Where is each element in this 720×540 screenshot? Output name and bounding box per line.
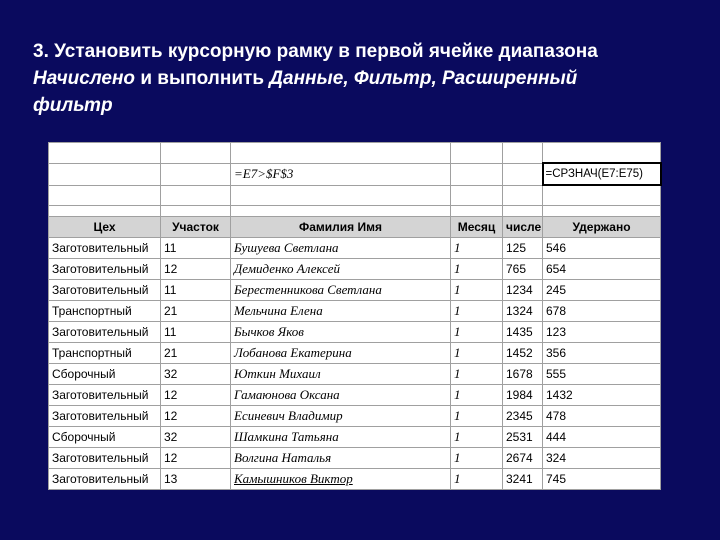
table-row xyxy=(49,322,661,343)
month-cell[interactable]: 1 xyxy=(451,448,503,469)
name-cell[interactable]: Бушуева Светлана xyxy=(231,238,451,259)
month-cell[interactable]: 1 xyxy=(451,406,503,427)
table-row xyxy=(49,238,661,259)
workshop-cell[interactable]: Сборочный xyxy=(49,427,161,448)
workshop-cell[interactable]: Заготовительный xyxy=(49,385,161,406)
name-cell[interactable]: Мельчина Елена xyxy=(231,301,451,322)
workshop-cell[interactable]: Заготовительный xyxy=(49,238,161,259)
month-cell[interactable]: 1 xyxy=(451,364,503,385)
accrued-cell[interactable]: 2674 xyxy=(503,448,543,469)
withheld-cell[interactable]: 245 xyxy=(543,280,661,301)
table-row xyxy=(49,427,661,448)
section-cell[interactable]: 12 xyxy=(161,259,231,280)
average-formula-cell[interactable]: =СРЗНАЧ(E7:E75) xyxy=(543,163,661,185)
section-cell[interactable]: 12 xyxy=(161,385,231,406)
month-cell[interactable]: 1 xyxy=(451,280,503,301)
accrued-cell[interactable]: 1324 xyxy=(503,301,543,322)
withheld-cell[interactable]: 654 xyxy=(543,259,661,280)
month-cell[interactable]: 1 xyxy=(451,322,503,343)
workshop-cell[interactable]: Заготовительный xyxy=(49,280,161,301)
name-cell[interactable]: Волгина Наталья xyxy=(231,448,451,469)
month-cell[interactable]: 1 xyxy=(451,469,503,490)
name-cell[interactable]: Гамаюнова Оксана xyxy=(231,385,451,406)
withheld-cell[interactable]: 123 xyxy=(543,322,661,343)
section-cell[interactable]: 21 xyxy=(161,343,231,364)
workshop-cell[interactable]: Сборочный xyxy=(49,364,161,385)
workshop-cell[interactable]: Заготовительный xyxy=(49,469,161,490)
accrued-cell[interactable]: 765 xyxy=(503,259,543,280)
table-row xyxy=(49,448,661,469)
table-row xyxy=(49,280,661,301)
section-cell[interactable]: 11 xyxy=(161,280,231,301)
header-accrued[interactable]: числе xyxy=(503,217,543,238)
month-cell[interactable]: 1 xyxy=(451,343,503,364)
month-cell[interactable]: 1 xyxy=(451,259,503,280)
withheld-cell[interactable]: 745 xyxy=(543,469,661,490)
withheld-cell[interactable]: 546 xyxy=(543,238,661,259)
withheld-cell[interactable]: 356 xyxy=(543,343,661,364)
empty-row xyxy=(49,206,661,217)
month-cell[interactable]: 1 xyxy=(451,385,503,406)
workshop-cell[interactable]: Транспортный xyxy=(49,301,161,322)
title-menu-path: Данные, Фильтр, Расширенный xyxy=(269,68,578,89)
section-cell[interactable]: 32 xyxy=(161,427,231,448)
accrued-cell[interactable]: 1234 xyxy=(503,280,543,301)
header-withheld[interactable]: Удержано xyxy=(543,217,661,238)
section-cell[interactable]: 11 xyxy=(161,238,231,259)
empty-row xyxy=(49,143,661,164)
header-month[interactable]: Месяц xyxy=(451,217,503,238)
name-cell[interactable]: Камышников Виктор xyxy=(231,469,451,490)
withheld-cell[interactable]: 678 xyxy=(543,301,661,322)
table-row xyxy=(49,469,661,490)
accrued-cell[interactable]: 1678 xyxy=(503,364,543,385)
workshop-cell[interactable]: Заготовительный xyxy=(49,322,161,343)
header-row xyxy=(49,217,661,238)
month-cell[interactable]: 1 xyxy=(451,238,503,259)
section-cell[interactable]: 11 xyxy=(161,322,231,343)
workshop-cell[interactable]: Транспортный xyxy=(49,343,161,364)
slide-title xyxy=(33,38,693,119)
section-cell[interactable]: 21 xyxy=(161,301,231,322)
table-row xyxy=(49,301,661,322)
empty-row xyxy=(49,185,661,206)
withheld-cell[interactable]: 1432 xyxy=(543,385,661,406)
withheld-cell[interactable]: 324 xyxy=(543,448,661,469)
accrued-cell[interactable]: 2531 xyxy=(503,427,543,448)
section-cell[interactable]: 12 xyxy=(161,448,231,469)
title-filter: фильтр xyxy=(33,95,113,116)
table-row xyxy=(49,364,661,385)
accrued-cell[interactable]: 1435 xyxy=(503,322,543,343)
month-cell[interactable]: 1 xyxy=(451,301,503,322)
name-cell[interactable]: Юткин Михаил xyxy=(231,364,451,385)
table-row xyxy=(49,385,661,406)
header-name[interactable]: Фамилия Имя xyxy=(231,217,451,238)
name-cell[interactable]: Есиневич Владимир xyxy=(231,406,451,427)
accrued-cell[interactable]: 3241 xyxy=(503,469,543,490)
table-row xyxy=(49,259,661,280)
accrued-cell[interactable]: 2345 xyxy=(503,406,543,427)
accrued-cell[interactable]: 1984 xyxy=(503,385,543,406)
title-perform: и выполнить xyxy=(135,68,270,89)
criteria-cell[interactable]: =E7>$F$3 xyxy=(231,163,451,185)
name-cell[interactable]: Лобанова Екатерина xyxy=(231,343,451,364)
title-line-1: 3. Установить курсорную рамку в первой ячейке диапазона xyxy=(33,41,598,62)
month-cell[interactable]: 1 xyxy=(451,427,503,448)
name-cell[interactable]: Шамкина Татьяна xyxy=(231,427,451,448)
section-cell[interactable]: 12 xyxy=(161,406,231,427)
spreadsheet xyxy=(48,142,660,490)
section-cell[interactable]: 13 xyxy=(161,469,231,490)
workshop-cell[interactable]: Заготовительный xyxy=(49,448,161,469)
name-cell[interactable]: Бычков Яков xyxy=(231,322,451,343)
accrued-cell[interactable]: 1452 xyxy=(503,343,543,364)
workshop-cell[interactable]: Заготовительный xyxy=(49,406,161,427)
name-cell[interactable]: Берестенникова Светлана xyxy=(231,280,451,301)
withheld-cell[interactable]: 478 xyxy=(543,406,661,427)
table-row xyxy=(49,406,661,427)
name-cell[interactable]: Демиденко Алексей xyxy=(231,259,451,280)
header-section[interactable]: Участок xyxy=(161,217,231,238)
table-row xyxy=(49,343,661,364)
spreadsheet-grid xyxy=(48,142,662,490)
header-workshop[interactable]: Цех xyxy=(49,217,161,238)
accrued-cell[interactable]: 125 xyxy=(503,238,543,259)
withheld-cell[interactable]: 444 xyxy=(543,427,661,448)
title-accrued: Начислено xyxy=(33,68,136,89)
workshop-cell[interactable]: Заготовительный xyxy=(49,259,161,280)
criteria-row xyxy=(49,163,661,185)
withheld-cell[interactable]: 555 xyxy=(543,364,661,385)
section-cell[interactable]: 32 xyxy=(161,364,231,385)
